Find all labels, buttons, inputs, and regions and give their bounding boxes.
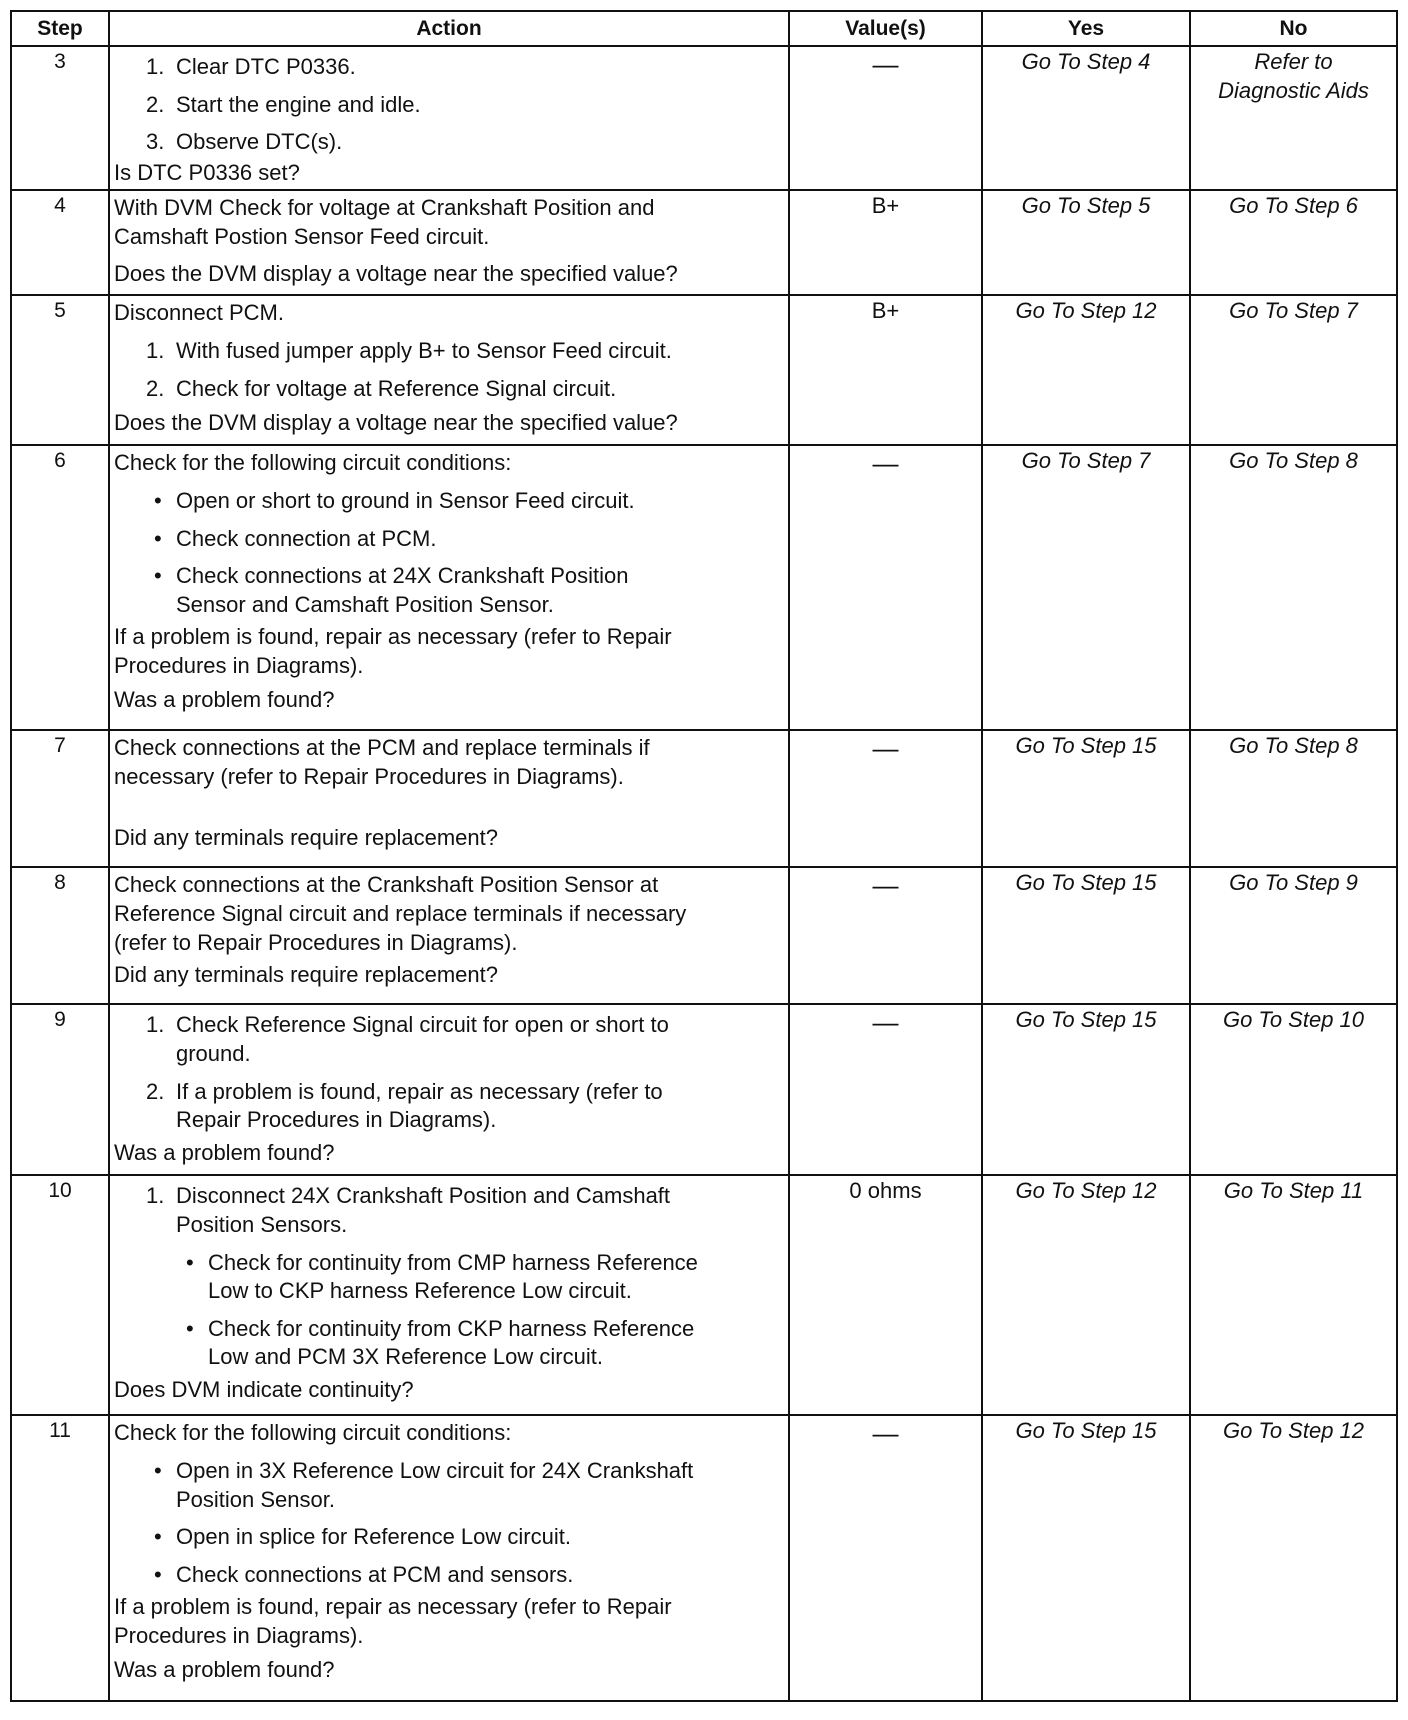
no-cell: Go To Step 8 bbox=[1190, 730, 1397, 867]
numbered-continuation: ground. bbox=[176, 1040, 251, 1066]
yes-cell: Go To Step 7 bbox=[982, 445, 1190, 730]
numbered-item: 2. If a problem is found, repair as necessary (refer to bbox=[146, 1078, 663, 1104]
yes-cell: Go To Step 12 bbox=[982, 295, 1190, 445]
question-text: Does the DVM display a voltage near the specified value? bbox=[114, 410, 678, 436]
question-text: Does the DVM display a voltage near the specified value? bbox=[114, 260, 678, 286]
value-cell: — bbox=[789, 445, 982, 730]
step-number: 4 bbox=[11, 190, 109, 295]
bullet-continuation: Low and PCM 3X Reference Low circuit. bbox=[208, 1344, 603, 1370]
action-cell bbox=[109, 445, 789, 730]
bullet-item: • Check connections at 24X Crankshaft Position bbox=[154, 563, 629, 589]
numbered-continuation: Position Sensors. bbox=[176, 1211, 348, 1237]
diagnostic-table bbox=[10, 10, 1398, 1702]
header-step: Step bbox=[11, 11, 109, 46]
table-row bbox=[11, 295, 1397, 445]
bullet-item: • Check connections at PCM and sensors. bbox=[154, 1561, 574, 1587]
table-row bbox=[11, 190, 1397, 295]
bullet-item: • Open in splice for Reference Low circuit. bbox=[154, 1524, 571, 1550]
step-number: 6 bbox=[11, 445, 109, 730]
question-text: Did any terminals require replacement? bbox=[114, 962, 498, 988]
action-text: With DVM Check for voltage at Crankshaft Position and bbox=[114, 195, 655, 221]
value-cell: — bbox=[789, 1004, 982, 1175]
question-text: Was a problem found? bbox=[114, 686, 335, 712]
table-row bbox=[11, 445, 1397, 730]
step-number: 3 bbox=[11, 46, 109, 190]
yes-cell: Go To Step 15 bbox=[982, 1415, 1190, 1701]
no-cell: Go To Step 11 bbox=[1190, 1175, 1397, 1415]
bullet-continuation: Low to CKP harness Reference Low circuit. bbox=[208, 1278, 632, 1304]
yes-cell: Go To Step 4 bbox=[982, 46, 1190, 190]
no-cell: Go To Step 6 bbox=[1190, 190, 1397, 295]
header-yes: Yes bbox=[982, 11, 1190, 46]
action-cell bbox=[109, 1004, 789, 1175]
step-number: 9 bbox=[11, 1004, 109, 1175]
action-cell bbox=[109, 295, 789, 445]
question-text: Does DVM indicate continuity? bbox=[114, 1376, 414, 1402]
action-text: If a problem is found, repair as necessary (refer to Repair bbox=[114, 624, 672, 650]
value-cell: B+ bbox=[789, 190, 982, 295]
value-cell: — bbox=[789, 1415, 982, 1701]
no-cell: Go To Step 12 bbox=[1190, 1415, 1397, 1701]
table-row bbox=[11, 867, 1397, 1004]
action-text: Reference Signal circuit and replace terminals if necessary bbox=[114, 900, 687, 926]
no-cell: Go To Step 10 bbox=[1190, 1004, 1397, 1175]
numbered-item: 2. Check for voltage at Reference Signal circuit. bbox=[146, 375, 617, 401]
numbered-continuation: Repair Procedures in Diagrams). bbox=[176, 1107, 497, 1133]
bullet-item: • Check for continuity from CKP harness Reference bbox=[186, 1315, 695, 1341]
no-cell: Go To Step 8 bbox=[1190, 445, 1397, 730]
numbered-item: 1. Clear DTC P0336. bbox=[146, 54, 356, 79]
action-text: necessary (refer to Repair Procedures in Diagrams). bbox=[114, 763, 624, 789]
action-text: Check for the following circuit conditions: bbox=[114, 450, 512, 476]
action-text: Disconnect PCM. bbox=[114, 300, 284, 326]
step-number: 8 bbox=[11, 867, 109, 1004]
numbered-item: 1. Check Reference Signal circuit for open or short to bbox=[146, 1012, 669, 1038]
no-cell: Refer to Diagnostic Aids bbox=[1190, 46, 1397, 190]
action-cell bbox=[109, 1175, 789, 1415]
question-text: Was a problem found? bbox=[114, 1139, 335, 1165]
bullet-continuation: Position Sensor. bbox=[176, 1486, 335, 1512]
value-cell: — bbox=[789, 867, 982, 1004]
action-cell bbox=[109, 730, 789, 867]
step-number: 7 bbox=[11, 730, 109, 867]
question-text: Was a problem found? bbox=[114, 1656, 335, 1682]
yes-cell: Go To Step 15 bbox=[982, 730, 1190, 867]
table-row bbox=[11, 1175, 1397, 1415]
yes-cell: Go To Step 12 bbox=[982, 1175, 1190, 1415]
action-text: (refer to Repair Procedures in Diagrams). bbox=[114, 929, 518, 955]
action-text: Procedures in Diagrams). bbox=[114, 1622, 364, 1648]
header-value: Value(s) bbox=[789, 11, 982, 46]
table-row bbox=[11, 1004, 1397, 1175]
action-text: Check for the following circuit conditions: bbox=[114, 1420, 512, 1446]
no-cell: Go To Step 9 bbox=[1190, 867, 1397, 1004]
action-cell bbox=[109, 867, 789, 1004]
bullet-continuation: Sensor and Camshaft Position Sensor. bbox=[176, 591, 554, 617]
header-action: Action bbox=[109, 11, 789, 46]
action-cell bbox=[109, 1415, 789, 1701]
value-cell: 0 ohms bbox=[789, 1175, 982, 1415]
header-no: No bbox=[1190, 11, 1397, 46]
action-cell bbox=[109, 190, 789, 295]
yes-cell: Go To Step 5 bbox=[982, 190, 1190, 295]
no-cell: Go To Step 7 bbox=[1190, 295, 1397, 445]
step-number: 11 bbox=[11, 1415, 109, 1701]
numbered-item: 2. Start the engine and idle. bbox=[146, 91, 421, 117]
action-text: Procedures in Diagrams). bbox=[114, 652, 364, 678]
action-text: If a problem is found, repair as necessary (refer to Repair bbox=[114, 1594, 672, 1620]
numbered-item: 1. With fused jumper apply B+ to Sensor Feed circuit. bbox=[146, 337, 672, 363]
step-number: 10 bbox=[11, 1175, 109, 1415]
bullet-item: • Open in 3X Reference Low circuit for 24X Crankshaft bbox=[154, 1457, 694, 1483]
table-row bbox=[11, 730, 1397, 867]
action-text: Check connections at the PCM and replace terminals if bbox=[114, 735, 650, 761]
value-cell: — bbox=[789, 730, 982, 867]
step-number: 5 bbox=[11, 295, 109, 445]
question-text: Is DTC P0336 set? bbox=[114, 159, 300, 185]
action-text: Camshaft Postion Sensor Feed circuit. bbox=[114, 223, 490, 249]
bullet-item: • Open or short to ground in Sensor Feed circuit. bbox=[154, 487, 635, 513]
table-row bbox=[11, 1415, 1397, 1701]
value-cell: — bbox=[789, 46, 982, 190]
action-cell bbox=[109, 46, 789, 190]
action-text: Check connections at the Crankshaft Position Sensor at bbox=[114, 872, 659, 898]
diagnostic-table-container bbox=[10, 10, 1396, 1702]
yes-cell: Go To Step 15 bbox=[982, 1004, 1190, 1175]
bullet-item: • Check for continuity from CMP harness Reference bbox=[186, 1249, 698, 1275]
table-row bbox=[11, 46, 1397, 190]
numbered-item: 1. Disconnect 24X Crankshaft Position and Camshaft bbox=[146, 1183, 671, 1209]
numbered-item: 3. Observe DTC(s). bbox=[146, 129, 343, 155]
bullet-item: • Check connection at PCM. bbox=[154, 525, 437, 551]
value-cell: B+ bbox=[789, 295, 982, 445]
yes-cell: Go To Step 15 bbox=[982, 867, 1190, 1004]
question-text: Did any terminals require replacement? bbox=[114, 824, 498, 850]
header-row bbox=[11, 11, 1397, 46]
